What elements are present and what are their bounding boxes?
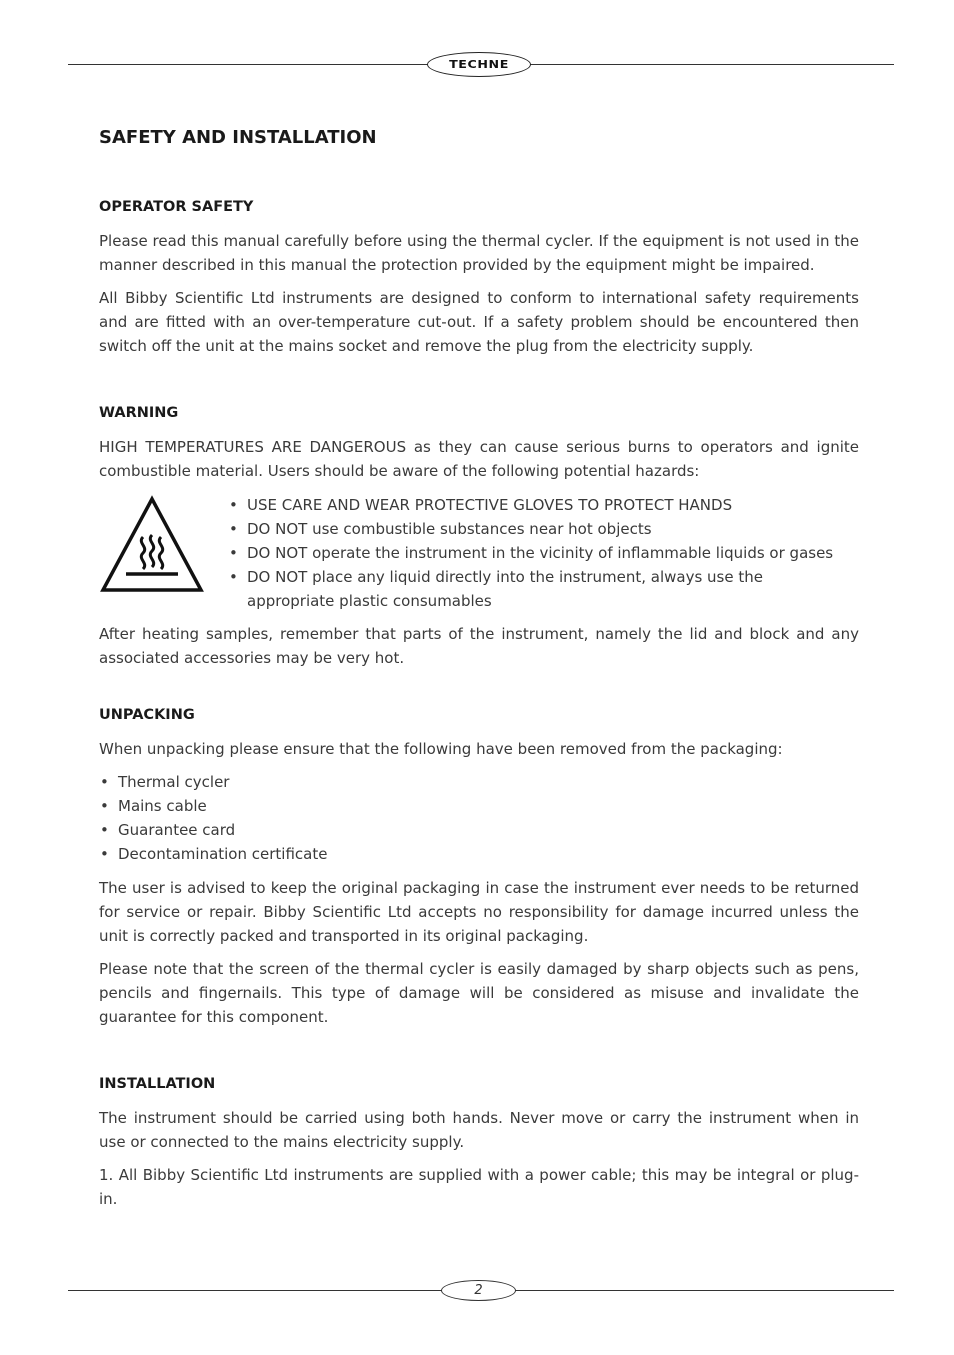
list-item: • DO NOT operate the instrument in the vicinity of inflammable liquids or gases <box>228 541 859 565</box>
operator-safety-paragraph-1: Please read this manual carefully before using the thermal cycler. If the equipment is not used in the manner described in this manual the protection provided by the equipment might be impaired. <box>99 232 859 274</box>
warning-after-paragraph: After heating samples, remember that parts of the instrument, namely the lid and block and any associated accessories may be very hot. <box>99 625 859 667</box>
heading-unpacking: UNPACKING <box>99 707 195 723</box>
installation-paragraph-2: 1. All Bibby Scientific Ltd instruments are supplied with a power cable; this may be integral or plug-in. <box>99 1166 859 1208</box>
footer-rule-right <box>515 1290 894 1291</box>
list-item: • Mains cable <box>99 794 859 818</box>
page-number: 2 <box>441 1280 516 1301</box>
unpacking-intro: When unpacking please ensure that the following have been removed from the packaging: <box>99 740 783 758</box>
unpacking-item-list <box>99 770 859 866</box>
unpacking-paragraph-1: The user is advised to keep the original packaging in case the instrument ever needs to be returned for service or repair. Bibby Scientific Ltd accepts no responsibility for damage incurred unless the unit is correctly packed and transported in its original packaging. <box>99 879 859 945</box>
logo-text: TECHNE <box>449 58 509 71</box>
page-title: SAFETY AND INSTALLATION <box>99 127 377 148</box>
list-item: • USE CARE AND WEAR PROTECTIVE GLOVES TO PROTECT HANDS <box>228 493 859 517</box>
warning-intro: HIGH TEMPERATURES ARE DANGEROUS as they can cause serious burns to operators and ignite combustible material. Users should be aware of the following potential hazards: <box>99 438 859 480</box>
operator-safety-paragraph-2: All Bibby Scientific Ltd instruments are designed to conform to international safety requirements and are fitted with an over-temperature cut-out. If a safety problem should be encountered then switch off the unit at the mains socket and remove the plug from the electricity supply. <box>99 289 859 355</box>
header-rule-right <box>530 64 894 65</box>
list-item: • Decontamination certificate <box>99 842 859 866</box>
list-item: • DO NOT use combustible substances near hot objects <box>228 517 859 541</box>
installation-paragraph-1: The instrument should be carried using both hands. Never move or carry the instrument when in use or connected to the mains electricity supply. <box>99 1109 859 1151</box>
footer-rule-left <box>68 1290 442 1291</box>
techne-logo <box>427 52 531 77</box>
list-item: • Guarantee card <box>99 818 859 842</box>
heading-installation: INSTALLATION <box>99 1076 216 1092</box>
heading-operator-safety: OPERATOR SAFETY <box>99 199 254 215</box>
warning-hazard-list <box>228 493 859 613</box>
list-item: • Thermal cycler <box>99 770 859 794</box>
list-item: • DO NOT place any liquid directly into the instrument, always use the appropriate plastic consumables <box>228 565 859 613</box>
header-rule-left <box>68 64 428 65</box>
hot-surface-warning-icon <box>100 495 204 593</box>
unpacking-paragraph-2: Please note that the screen of the thermal cycler is easily damaged by sharp objects such as pens, pencils and fingernails. This type of damage will be considered as misuse and invalidate the guarantee for this component. <box>99 960 859 1026</box>
heading-warning: WARNING <box>99 405 179 421</box>
